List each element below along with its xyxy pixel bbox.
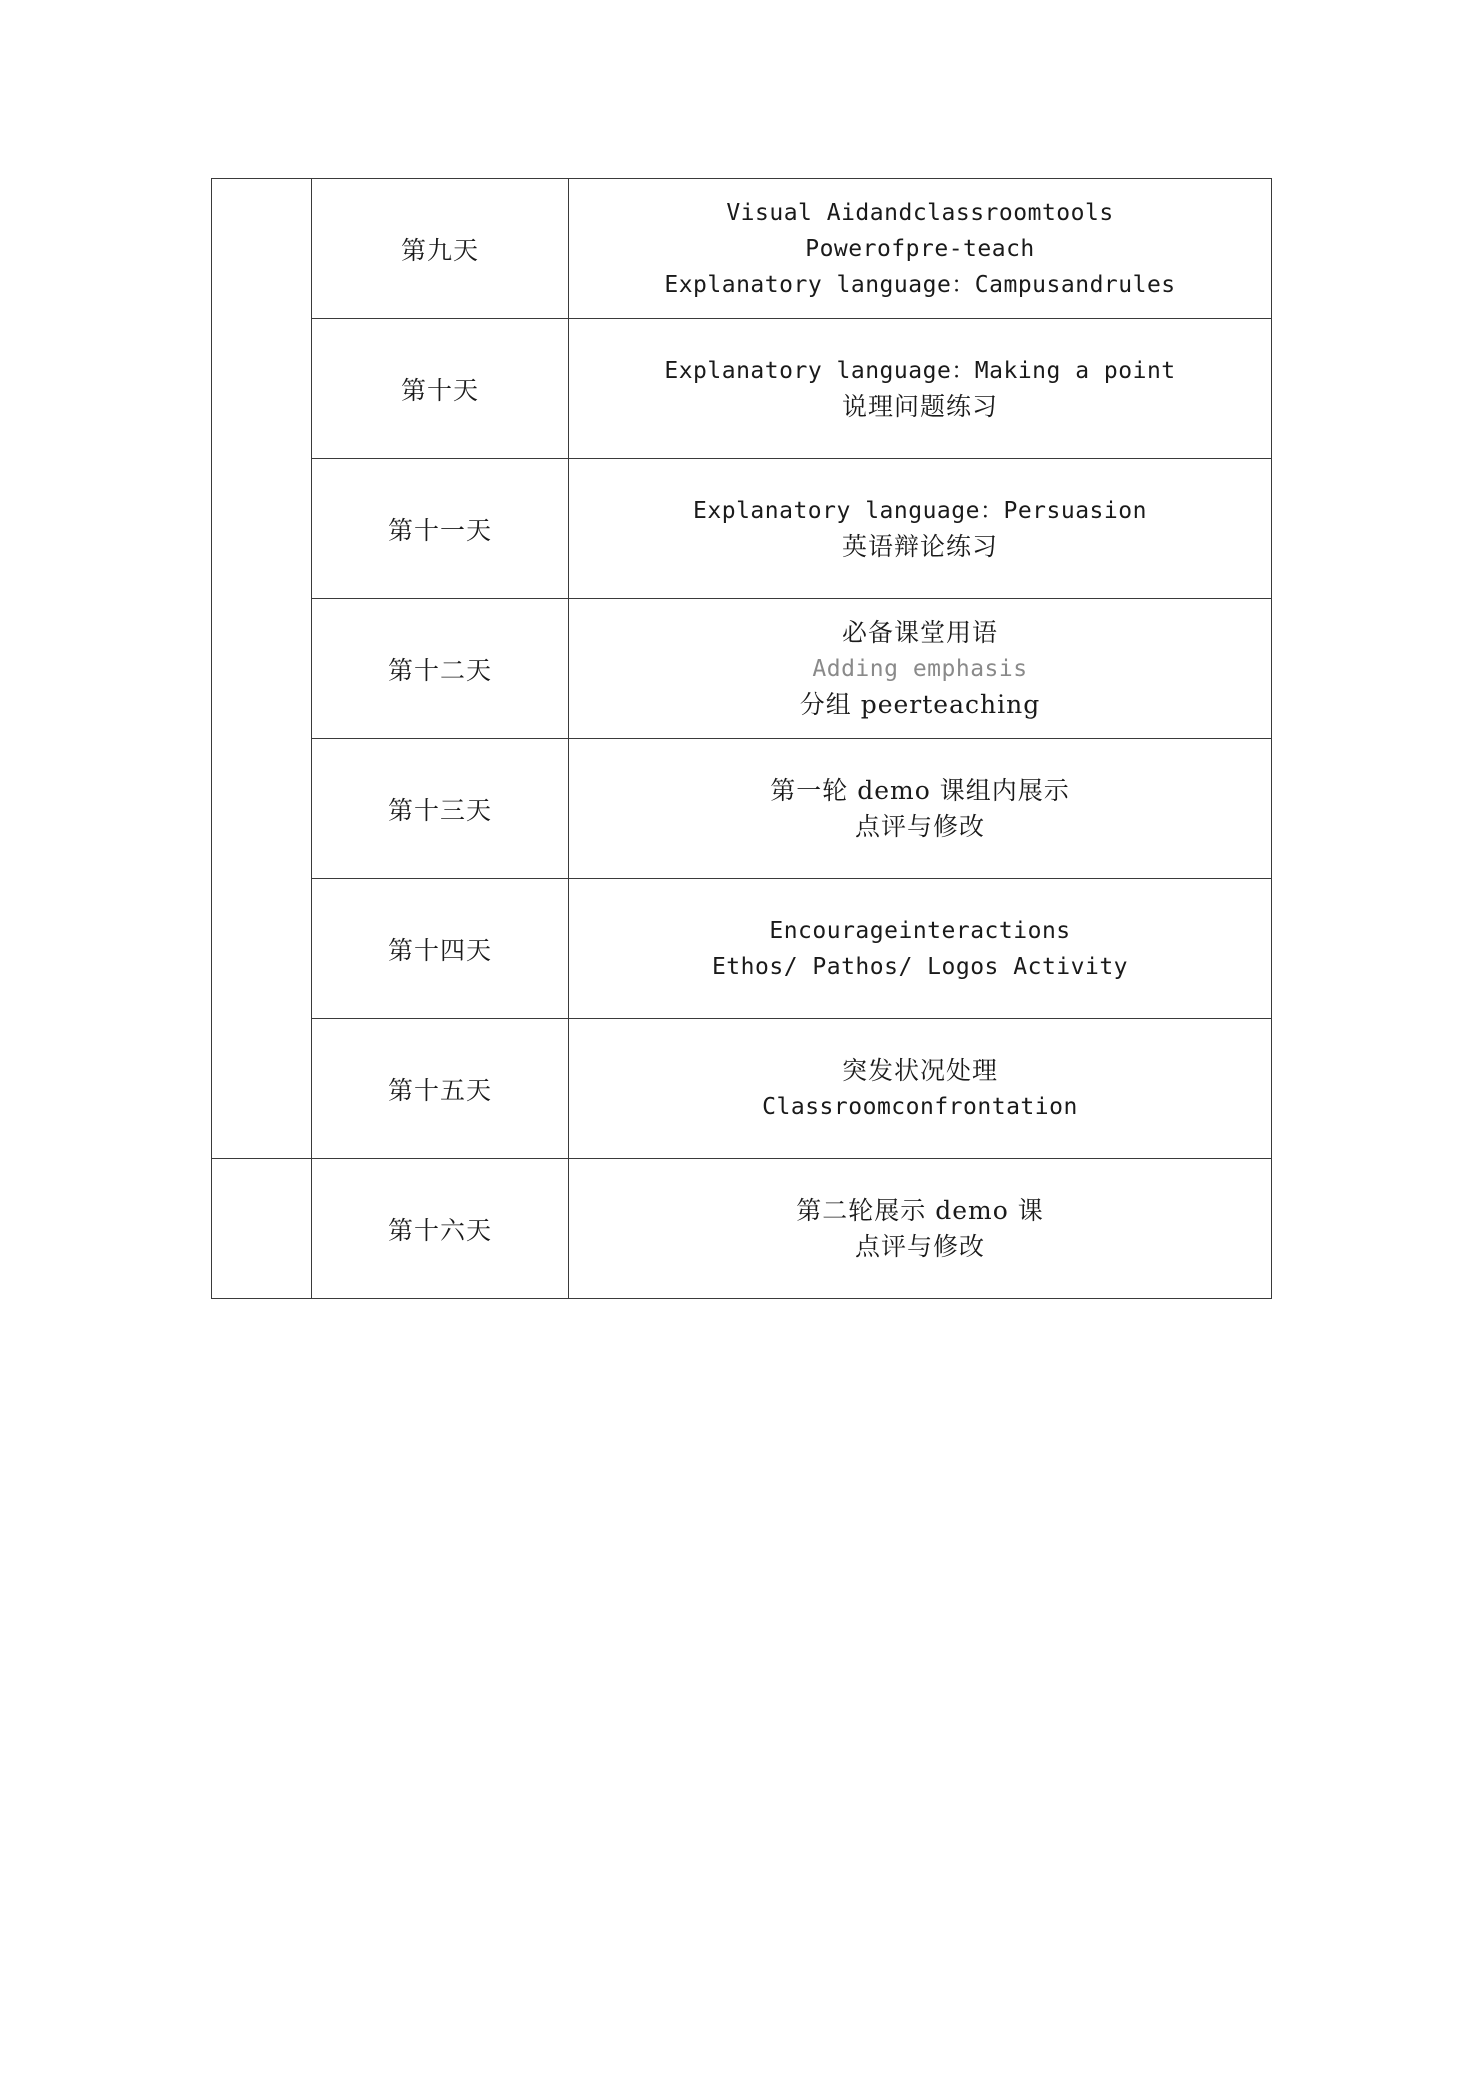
day-cell bbox=[312, 1019, 569, 1159]
day-label: 第十二天 bbox=[387, 655, 492, 685]
content-line: 必备课堂用语 bbox=[841, 617, 998, 647]
table-row bbox=[212, 1159, 1272, 1299]
content-line: 英语辩论练习 bbox=[841, 531, 998, 561]
day-label: 第九天 bbox=[400, 235, 479, 265]
table-row bbox=[212, 319, 1272, 459]
content-line: 分组 peerteaching bbox=[799, 689, 1041, 719]
content-line: Encourageinteractions bbox=[769, 917, 1071, 944]
content-line: Explanatory language：Making a point bbox=[664, 357, 1176, 384]
table-row bbox=[212, 179, 1272, 319]
content-line: 说理问题练习 bbox=[841, 391, 998, 421]
table-row bbox=[212, 599, 1272, 739]
content-cell bbox=[569, 739, 1272, 879]
day-cell bbox=[312, 179, 569, 319]
content-line: 点评与修改 bbox=[854, 811, 985, 841]
blank-cell bbox=[212, 1159, 312, 1299]
content-cell bbox=[569, 1159, 1272, 1299]
content-line: 第一轮 demo 课组内展示 bbox=[770, 775, 1070, 805]
day-cell bbox=[312, 739, 569, 879]
content-line: 点评与修改 bbox=[854, 1231, 985, 1261]
content-line: Explanatory language：Campusandrules bbox=[664, 271, 1176, 298]
content-line: Explanatory language：Persuasion bbox=[693, 497, 1147, 524]
content-cell bbox=[569, 319, 1272, 459]
content-cell bbox=[569, 459, 1272, 599]
content-cell bbox=[569, 179, 1272, 319]
day-label: 第十三天 bbox=[387, 795, 492, 825]
content-line: 第二轮展示 demo 课 bbox=[796, 1195, 1044, 1225]
day-label: 第十一天 bbox=[387, 515, 492, 545]
table-row bbox=[212, 1019, 1272, 1159]
content-cell bbox=[569, 879, 1272, 1019]
table-row bbox=[212, 459, 1272, 599]
day-label: 第十五天 bbox=[387, 1075, 492, 1105]
content-line: 突发状况处理 bbox=[841, 1055, 998, 1085]
content-line: Ethos/ Pathos/ Logos Activity bbox=[711, 953, 1129, 980]
day-label: 第十天 bbox=[400, 375, 479, 405]
day-cell bbox=[312, 599, 569, 739]
day-label: 第十四天 bbox=[387, 935, 492, 965]
day-label: 第十六天 bbox=[387, 1215, 492, 1245]
training-schedule-table bbox=[211, 178, 1272, 1299]
content-cell bbox=[569, 599, 1272, 739]
day-cell bbox=[312, 319, 569, 459]
day-cell bbox=[312, 879, 569, 1019]
table-row bbox=[212, 879, 1272, 1019]
content-line: Classroomconfrontation bbox=[762, 1093, 1078, 1120]
day-cell bbox=[312, 459, 569, 599]
content-line: Powerofpre-teach bbox=[805, 235, 1035, 262]
day-cell bbox=[312, 1159, 569, 1299]
table-row bbox=[212, 739, 1272, 879]
blank-merged-cell bbox=[212, 179, 312, 1159]
content-line: Adding emphasis bbox=[812, 655, 1028, 682]
content-cell bbox=[569, 1019, 1272, 1159]
content-line: Visual Aidandclassroomtools bbox=[726, 199, 1114, 226]
